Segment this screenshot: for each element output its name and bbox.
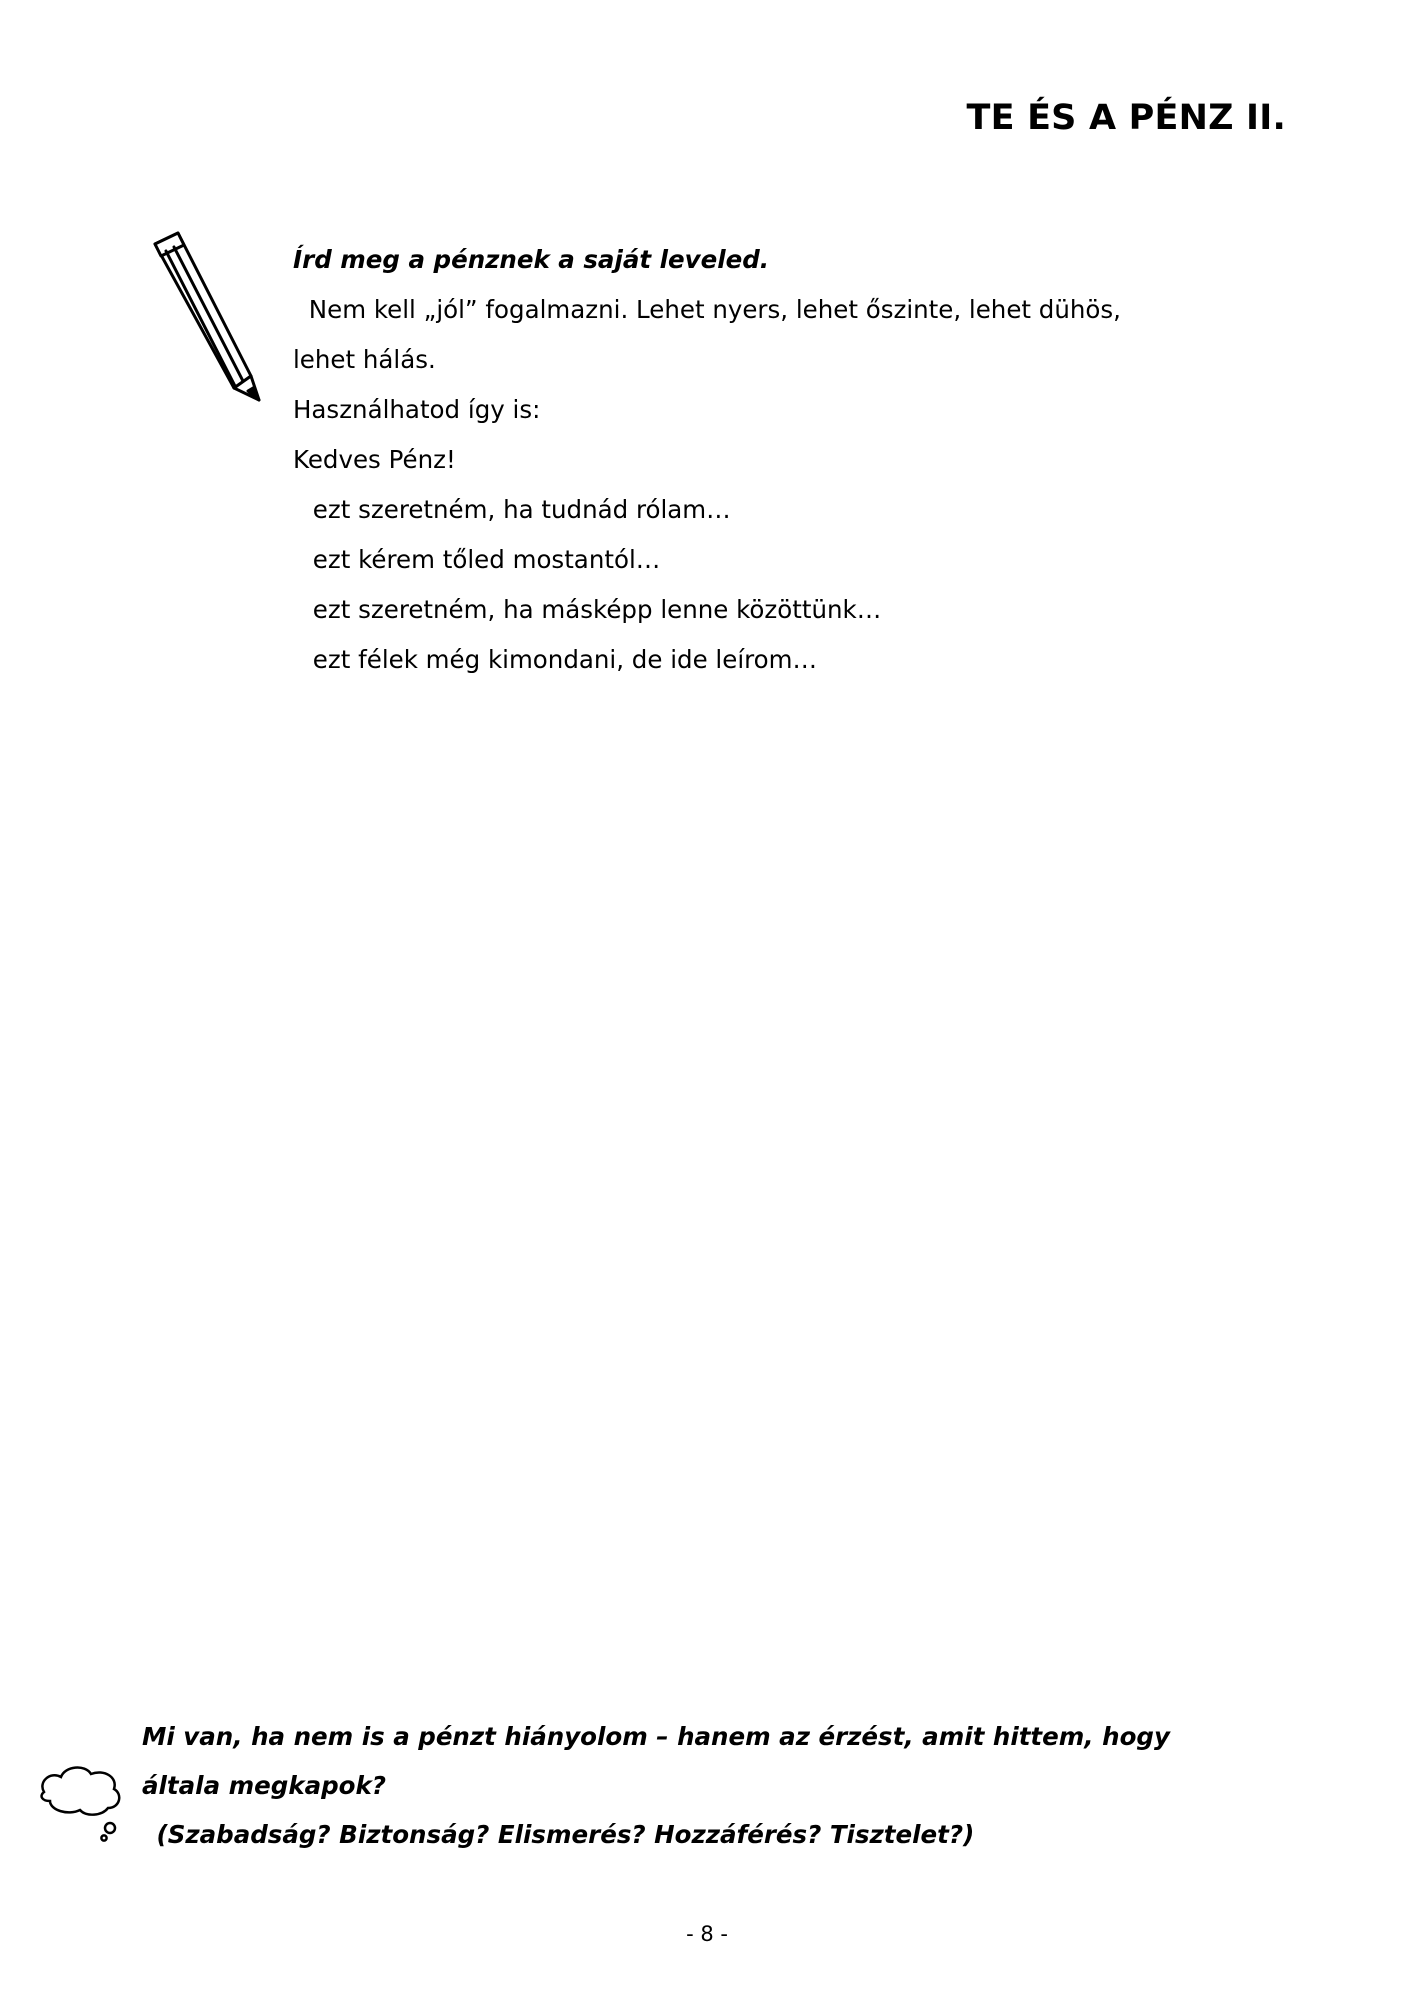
letter-task-line: lehet hálás. xyxy=(293,345,436,374)
pencil-icon xyxy=(138,228,273,413)
thought-bubble-icon xyxy=(28,1758,138,1848)
letter-task-heading: Írd meg a pénznek a saját leveled. xyxy=(293,245,770,274)
letter-task-line: Nem kell „jól” fogalmazni. Lehet nyers, lehet őszinte, lehet dühös, xyxy=(301,295,1121,324)
letter-task-block xyxy=(293,235,1233,685)
letter-task-prompt: ezt félek még kimondani, de ide leírom… xyxy=(305,645,818,674)
letter-task-prompt: ezt szeretném, ha másképp lenne közöttünk… xyxy=(305,595,882,624)
letter-task-salutation: Kedves Pénz! xyxy=(293,445,456,474)
letter-task-line: Használhatod így is: xyxy=(293,395,541,424)
reflection-line: Mi van, ha nem is a pénzt hiányolom – hanem az érzést, amit hittem, hogy xyxy=(142,1722,1170,1751)
page-number: - 8 - xyxy=(686,1922,728,1946)
letter-task-prompt: ezt szeretném, ha tudnád rólam… xyxy=(305,495,731,524)
letter-task-prompt: ezt kérem tőled mostantól… xyxy=(305,545,661,574)
page-title: TE ÉS A PÉNZ II. xyxy=(966,98,1286,138)
reflection-line: általa megkapok? xyxy=(142,1771,387,1800)
reflection-line: (Szabadság? Biztonság? Elismerés? Hozzáférés? Tisztelet?) xyxy=(148,1820,975,1849)
reflection-block xyxy=(142,1712,1242,1859)
